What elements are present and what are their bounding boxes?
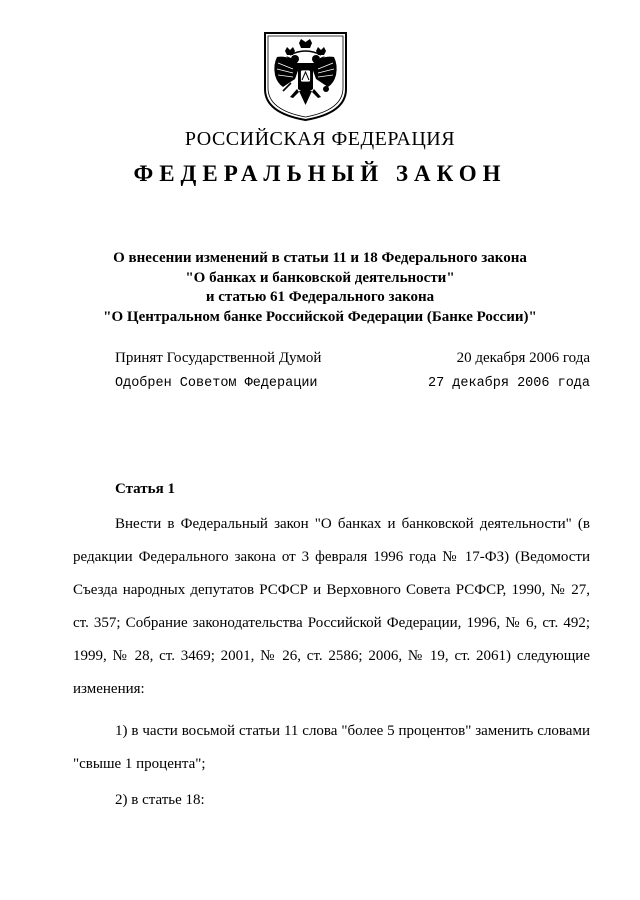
council-approval-date: 27 декабря 2006 года [427,376,590,391]
paragraph-line: ст. 357; Собрание законодательства Российской Федерации, 1996, № 6, ст. 492; [73,615,590,631]
law-title-line: "О Центральном банке Российской Федерации (Банке России)" [103,308,537,325]
paragraph-line: 1999, № 28, ст. 3469; 2001, № 26, ст. 2586; 2006, № 19, ст. 2061) следующие [73,648,590,664]
council-approval-label: Одобрен Советом Федерации [115,376,318,391]
law-title [0,249,640,327]
country-name: РОССИЙСКАЯ ФЕДЕРАЦИЯ [184,128,456,150]
duma-adoption-label: Принят Государственной Думой [115,350,322,366]
coat-of-arms-emblem [263,31,348,122]
paragraph-line: редакции Федерального закона от 3 февраля 1996 года № 17-ФЗ) (Ведомости [73,549,590,565]
paragraph-line: "свыше 1 процента"; [73,756,206,772]
article-item-1 [73,721,590,787]
document-type-heading: ФЕДЕРАЛЬНЫЙ ЗАКОН [133,161,507,186]
paragraph-line: 1) в части восьмой статьи 11 слова "более 5 процентов" заменить словами [115,723,590,739]
article-heading: Статья 1 [115,481,175,497]
duma-adoption-date: 20 декабря 2006 года [456,350,590,366]
paragraph-line: Внести в Федеральный закон "О банках и банковской деятельности" (в [115,516,590,532]
law-title-line: "О банках и банковской деятельности" [185,269,455,286]
article-intro-paragraph [73,514,590,712]
law-title-line: и статью 61 Федерального закона [205,289,435,305]
law-title-line: О внесении изменений в статьи 11 и 18 Федерального закона [113,250,527,266]
paragraph-line: Съезда народных депутатов РСФСР и Верховного Совета РСФСР, 1990, № 27, [73,582,590,598]
paragraph-line: изменения: [73,681,145,697]
article-item-2: 2) в статье 18: [115,792,205,808]
